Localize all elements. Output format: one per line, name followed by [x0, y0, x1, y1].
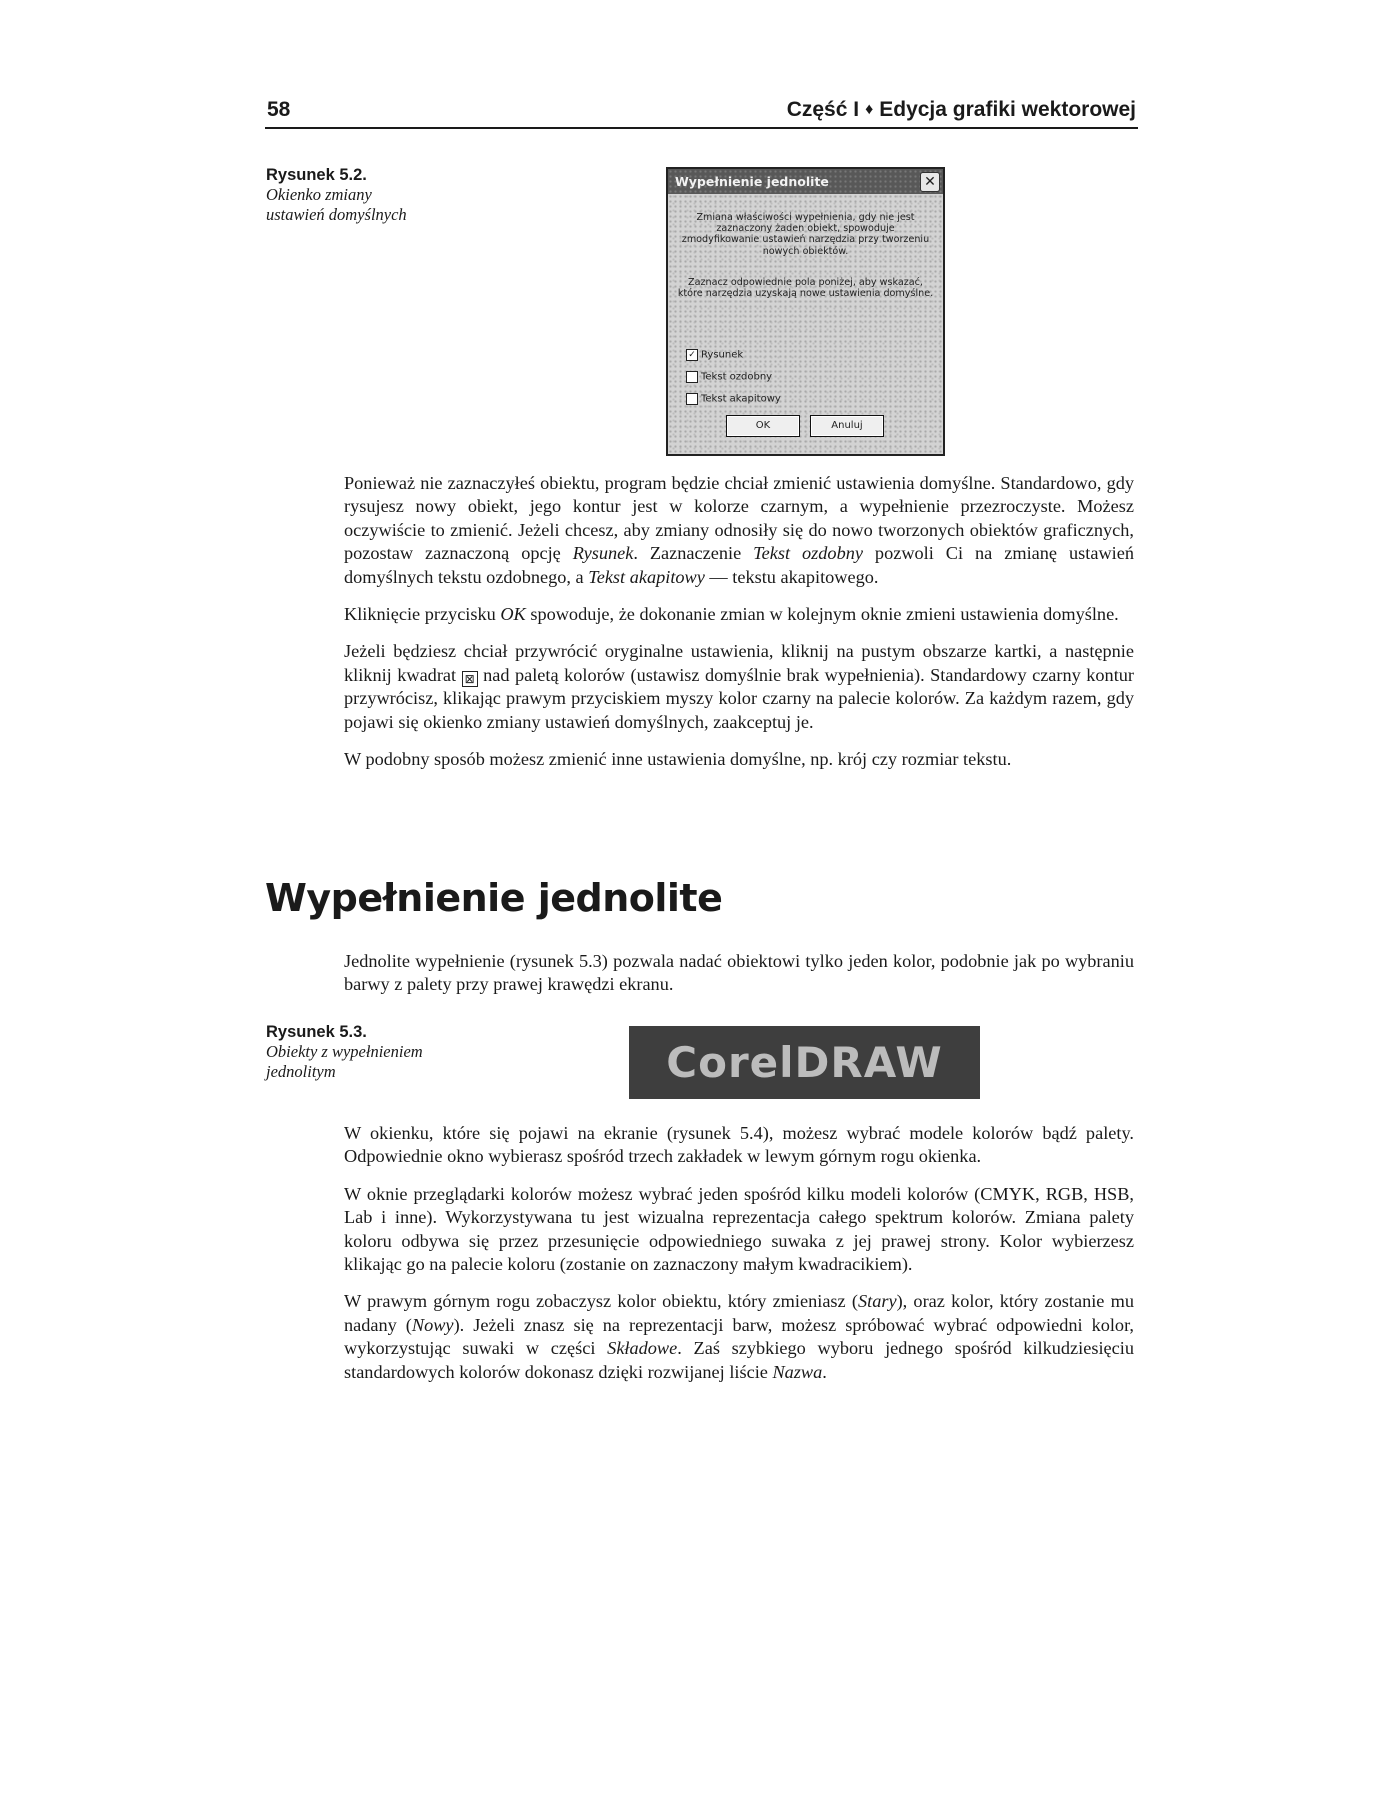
- close-icon[interactable]: ✕: [920, 172, 940, 192]
- page-header: [265, 97, 1138, 129]
- dialog-instruction: [676, 277, 935, 299]
- ok-button[interactable]: OK: [726, 415, 800, 437]
- checkbox-label: Tekst ozdobny: [701, 371, 773, 383]
- checkbox-rysunek[interactable]: [686, 349, 743, 364]
- text-run: — tekstu akapitowego.: [704, 566, 879, 587]
- instruction-line: które narzędzia uzyskają nowe ustawienia domyślne.: [677, 288, 934, 300]
- coreldraw-logo-image: CorelDRAW: [629, 1026, 980, 1099]
- checkbox-tekst-akapitowy[interactable]: [686, 393, 781, 408]
- cancel-button[interactable]: Anuluj: [810, 415, 884, 437]
- paragraph: [344, 640, 1134, 734]
- message-line: zaznaczony żaden obiekt, spowoduje: [716, 223, 895, 235]
- paragraph: [344, 603, 1134, 626]
- text-run: .: [822, 1361, 827, 1382]
- diamond-separator-icon: ♦: [865, 101, 874, 118]
- caption-line: jednolitym: [266, 1062, 336, 1081]
- checkbox-unchecked-icon[interactable]: [686, 371, 698, 383]
- body-text-block-2: [344, 1122, 1134, 1384]
- fill-default-dialog: [666, 167, 945, 456]
- emphasis: Składowe: [607, 1338, 678, 1359]
- emphasis: Tekst akapitowy: [588, 566, 705, 587]
- paragraph: Jednolite wypełnienie (rysunek 5.3) pozwala nadać obiektowi tylko jeden kolor, podobnie jak po wybraniu barwy z palety przy prawej krawędzi ekranu.: [344, 951, 1134, 995]
- emphasis: Rysunek: [572, 543, 634, 564]
- checkbox-checked-icon[interactable]: ✓: [686, 349, 698, 361]
- text-run: nad paletą kolorów (ustawisz domyślnie brak wypełnienia). Standardowy czarny kontur przywrócisz, klikając prawym przyciskiem myszy kolor czarny na palecie kolorów. Za każdym razem, gdy pojawi się okienko zmiany ustawień domyślnych, zaakceptuj je.: [344, 664, 1135, 732]
- dialog-titlebar[interactable]: [668, 169, 943, 194]
- paragraph: W podobny sposób możesz zmienić inne ustawienia domyślne, np. krój czy rozmiar tekstu.: [344, 749, 1012, 770]
- dialog-message: [676, 212, 935, 257]
- paragraph: [344, 472, 1134, 589]
- running-head: [787, 98, 1136, 122]
- emphasis: Tekst ozdobny: [753, 543, 863, 564]
- emphasis: Stary: [857, 1291, 897, 1312]
- figure-5-3-caption: [266, 1022, 466, 1082]
- intro-paragraph: [344, 950, 1134, 997]
- checkbox-label: Tekst akapitowy: [701, 393, 781, 405]
- page-number: 58: [267, 98, 291, 121]
- emphasis: Nowy: [411, 1314, 454, 1335]
- body-text-block-1: [344, 472, 1134, 771]
- dialog-title: Wypełnienie jednolite: [675, 174, 829, 189]
- no-fill-icon: ⊠: [462, 671, 478, 687]
- figure-5-2-caption: [266, 165, 466, 225]
- caption-line: ustawień domyślnych: [266, 205, 407, 224]
- caption-line: Okienko zmiany: [266, 185, 372, 204]
- text-run: W prawym górnym rogu zobaczysz kolor obiektu, który zmieniasz (: [344, 1291, 858, 1312]
- text-run: pozwoli Ci na zmianę ustawień domyślnych tekstu ozdobnego, a: [344, 543, 1134, 587]
- section-label: Edycja grafiki wektorowej: [879, 98, 1136, 121]
- text-run: . Zaznaczenie: [633, 543, 754, 564]
- caption-line: Obiekty z wypełnieniem: [266, 1042, 423, 1061]
- section-heading: Wypełnienie jednolite: [265, 876, 723, 920]
- checkbox-unchecked-icon[interactable]: [686, 393, 698, 405]
- text-run: Jeżeli będziesz chciał przywrócić oryginalne ustawienia, kliknij na pustym obszarze kartki, a następnie kliknij kwadrat: [344, 641, 1134, 685]
- emphasis: OK: [500, 604, 526, 625]
- figure-label: Rysunek 5.2.: [266, 166, 367, 184]
- checkbox-tekst-ozdobny[interactable]: [686, 371, 772, 386]
- part-label: Część I: [786, 98, 860, 121]
- paragraph: W okienku, które się pojawi na ekranie (rysunek 5.4), możesz wybrać modele kolorów bądź palety. Odpowiednie okno wybierasz spośród trzech zakładek w lewym górnym rogu okienka.: [344, 1123, 1134, 1167]
- message-line: nowych obiektów.: [762, 245, 849, 257]
- text-run: ), oraz kolor, który zostanie mu nadany (: [344, 1291, 1134, 1335]
- text-run: . Zaś szybkiego wyboru jednego spośród kilkudziesięciu standardowych kolorów dokonasz dzięki rozwijanej liście: [344, 1338, 1134, 1382]
- text-run: Kliknięcie przycisku: [344, 604, 501, 625]
- text-run: spowoduje, że dokonanie zmian w kolejnym oknie zmieni ustawienia domyślne.: [525, 604, 1119, 625]
- message-line: zmodyfikowanie ustawień narzędzia przy tworzeniu: [681, 234, 930, 246]
- message-line: Zmiana właściwości wypełnienia, gdy nie jest: [696, 212, 915, 223]
- text-run: Ponieważ nie zaznaczyłeś obiektu, program będzie chciał zmienić ustawienia domyślne. Standardowo, gdy rysujesz nowy obiekt, jego kontur jest w kolorze czarnym, a wypełnienie przezroczyste. Możesz oczywiście to zmienić. Jeżeli chcesz, aby zmiany odnosiły się do nowo tworzonych obiektów graficznych, pozostaw zaznaczoną opcję: [344, 473, 1134, 564]
- emphasis: Nazwa: [772, 1361, 823, 1382]
- checkbox-label: Rysunek: [701, 349, 744, 361]
- paragraph: W oknie przeglądarki kolorów możesz wybrać jeden spośród kilku modeli kolorów (CMYK, RGB, HSB, Lab i inne). Wykorzystywana tu jest wizualna reprezentacja całego spektrum kolorów. Zmiana palety koloru odbywa się przez przesunięcie odpowiedniego suwaka z jej prawej strony. Kolor wybierzesz klikając go na palecie koloru (zostanie on zaznaczony małym kwadracikiem).: [344, 1183, 1134, 1275]
- paragraph: [344, 1290, 1134, 1384]
- instruction-line: Zaznacz odpowiednie pola poniżej, aby wskazać,: [688, 277, 923, 288]
- text-run: ). Jeżeli znasz się na reprezentacji barw, możesz spróbować wybrać odpowiedni kolor, wykorzystując suwaki w części: [344, 1314, 1135, 1359]
- figure-label: Rysunek 5.3.: [266, 1023, 367, 1041]
